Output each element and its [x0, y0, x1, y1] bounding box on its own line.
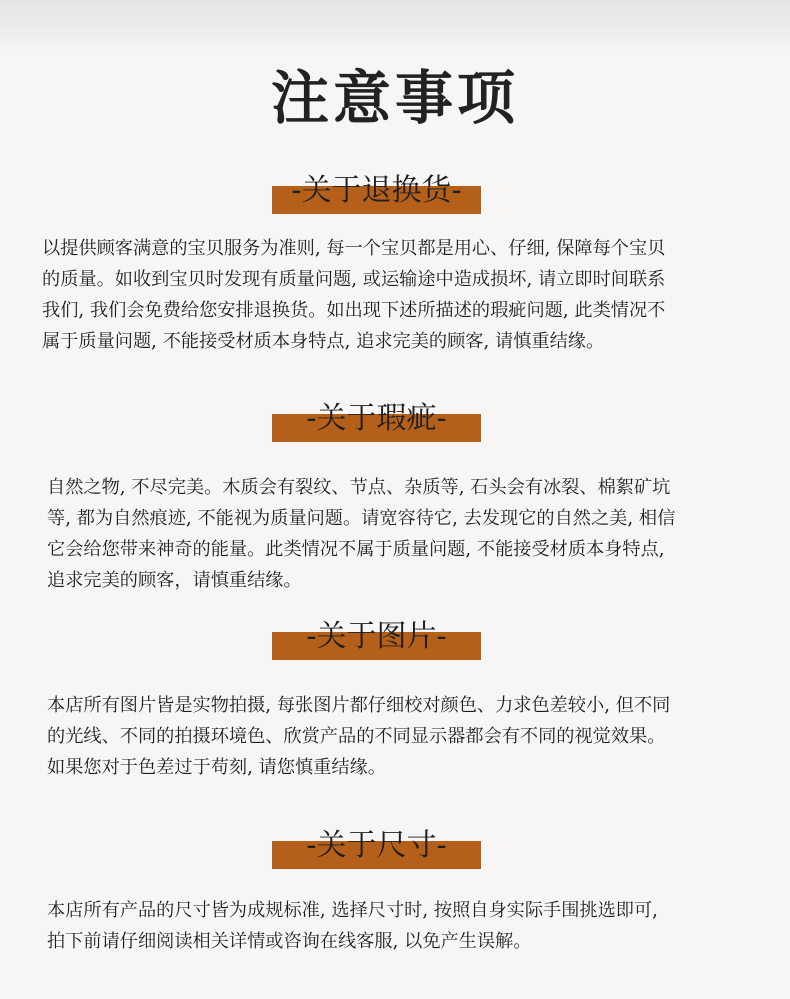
paragraph-line: 它会给您带来神奇的能量。此类情况不属于质量问题, 不能接受材质本身特点, [47, 539, 665, 560]
paragraph-line: 的光线、不同的拍摄环境色、欣赏产品的不同显示器都会有不同的视觉效果。 [47, 726, 666, 747]
heading-text: -关于尺寸- [306, 828, 447, 863]
heading-text: -关于退换货- [291, 173, 462, 208]
paragraph-line: 如果您对于色差过于苟刻, 请您慎重结缘。 [47, 757, 386, 778]
paragraph-line: 本店所有产品的尺寸皆为成规标准, 选择尺寸时, 按照自身实际手围挑选即可, [47, 900, 658, 921]
paragraph-pictures [47, 690, 717, 783]
paragraph-line: 属于质量问题, 不能接受材质本身特点, 追求完美的顾客, 请慎重结缘。 [42, 331, 605, 352]
paragraph-returns [42, 233, 712, 357]
heading-text: -关于瑕疵- [306, 401, 447, 436]
paragraph-line: 本店所有图片皆是实物拍摄, 每张图片都仔细校对颜色、力求色差较小, 但不同 [47, 695, 671, 716]
paragraph-line: 的质量。如收到宝贝时发现有质量问题, 或运输途中造成损坏, 请立即时间联系 [42, 269, 666, 290]
paragraph-flaws [47, 472, 717, 596]
paragraph-sizes [47, 895, 717, 957]
page-title: 注意事项 [270, 64, 519, 132]
paragraph-line: 以提供顾客满意的宝贝服务为准则, 每一个宝贝都是用心、仔细, 保障每个宝贝 [42, 238, 666, 259]
paragraph-line: 等, 都为自然痕迹, 不能视为质量问题。请宽容待它, 去发现它的自然之美, 相信 [47, 508, 676, 529]
paragraph-line: 追求完美的顾客，请慎重结缘。 [47, 570, 302, 591]
paragraph-line: 自然之物, 不尽完美。木质会有裂纹、节点、杂质等, 石头会有冰裂、棉絮矿坑 [47, 477, 671, 498]
heading-text: -关于图片- [306, 619, 447, 654]
paragraph-line: 我们, 我们会免费给您安排退换货。如出现下述所描述的瑕疵问题, 此类情况不 [42, 300, 666, 321]
top-shade [0, 0, 790, 58]
paragraph-line: 拍下前请仔细阅读相关详情或咨询在线客服, 以免产生误解。 [47, 931, 532, 952]
